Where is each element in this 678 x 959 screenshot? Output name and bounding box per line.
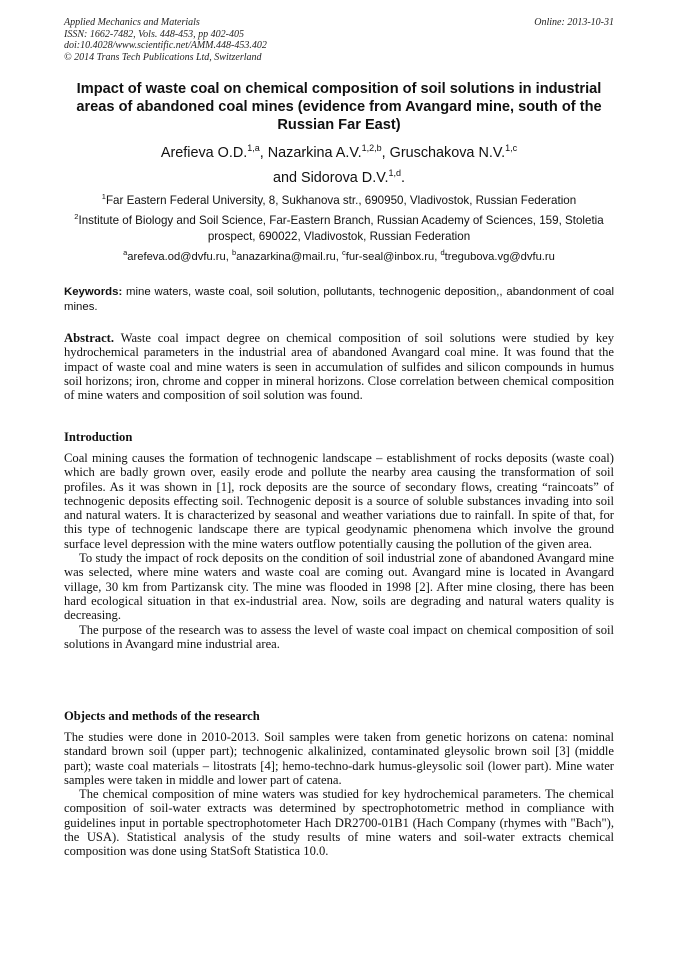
- paragraph: To study the impact of rock deposits on the condition of soil industrial zone of abandoned Avangard mine was selected, where mine waters and waste coal are coming out. Avangard mine is located in Avangard village, 30 km from Partizansk city. The mine was flooded in 1998 [2]. After mine closing, there has been hard ecological situation in that ex-industrial area. Now, soils are degrading and natural waters quality is decreasing.: [64, 551, 614, 623]
- online-date: Online: 2013-10-31: [534, 17, 614, 28]
- author: Arefieva O.D.$^{1,a}$,: [160, 143, 268, 161]
- section-heading: Objects and methods of the research: [64, 709, 260, 723]
- author: Gruschakova N.V.$^{1,c}$: [389, 143, 518, 161]
- paragraph: The studies were done in 2010-2013. Soil samples were taken from genetic horizons on catena: nominal standard brown soil (upper part); technogenic alkalinized, contaminated gleysolic brown soil [3] (middle part); waste coal materials – litostrats [4]; hemo-techno-dark humus-gleysolic soil (lower part). Mine water samples were taken in middle and lower part of catena.: [64, 730, 614, 787]
- abstract-label: Abstract.: [64, 331, 115, 345]
- keywords: Keywords: mine waters, waste coal, soil solution, pollutants, technogenic deposition,, abandonment of coal mines.: [64, 286, 614, 313]
- issn-line: ISSN: 1662-7482, Vols. 448-453, pp 402-405: [64, 28, 244, 40]
- journal-name: Applied Mechanics and Materials: [64, 17, 200, 28]
- section-heading: Introduction: [64, 430, 133, 444]
- author: and Sidorova D.V.$^{1,d}$.: [273, 168, 405, 186]
- email[interactable]: $^b$anazarkina@mail.ru,: [231, 248, 342, 263]
- paragraph: The chemical composition of mine waters was studied for key hydrochemical parameters. The chemical composition of soil-water extracts was determined by spectrophotometric method in compliance with guidelines input in portable spectrophotometer Hach DR2700-01B1 (Hach Company (rhymes with "Bach"), the USA). Statistical analysis of the study results of mine waters and soil-water extracts chemical composition was done using StatSoft Statistica 10.0.: [64, 787, 614, 859]
- abstract: Abstract. Waste coal impact degree on chemical composition of soil solutions were studied by key hydrochemical parameters in the industrial area of abandoned Avangard coal mine. It was found that the impact of waste coal and mine waters is seen in accumulation of sulfides and silicon compounds in humus soil horizons; iron, chrome and copper in mineral horizons. Close correlation between chemical composition of mine waters and composition of soil solution was found.: [64, 331, 614, 403]
- doi-line: doi:10.4028/www.scientific.net/AMM.448-453.402: [64, 40, 267, 51]
- paper-title: Impact of waste coal on chemical composition of soil solutions in industrial areas of abandoned coal mines (evidence from Avangard mine, south of the Russian Far East): [76, 81, 602, 133]
- email[interactable]: $^a$arefeva.od@dvfu.ru,: [123, 248, 232, 263]
- keywords-label: Keywords:: [64, 286, 123, 298]
- author: Nazarkina A.V.$^{1,2,b}$,: [267, 143, 390, 161]
- paragraph: Coal mining causes the formation of technogenic landscape – establishment of rocks deposits (waste coal) which are badly grown over, easily erode and pollute the nearby area causing the transformation of soil profiles. As it was shown in [1], rock deposits are the source of secondary flows, creating “raincoats” of technogenic deposits effecting soil. Technogenic deposit is a source of soluble substances invading into soil and natural waters. It is characterized by seasonal and weather variations due to rainfall. In spite of that, for this type of technogenic landscape there are typical geodynamic phenomena which involve the ground surface level depression with the mine waters outflow potentially causing the pollution of the given area.: [64, 451, 614, 551]
- author-list: [64, 141, 614, 191]
- email[interactable]: $^d$tregubova.vg@dvfu.ru: [440, 248, 555, 263]
- affiliation-1: $^1$Far Eastern Federal University, 8, Sukhanova str., 690950, Vladivostok, Russian Federation: [101, 192, 577, 207]
- email-list: [64, 250, 614, 266]
- paragraph: The purpose of the research was to assess the level of waste coal impact on chemical composition of soil solutions in Avangard mine industrial area.: [64, 622, 614, 651]
- introduction-section: [64, 451, 614, 651]
- journal-header: [64, 17, 267, 63]
- email[interactable]: $^c$fur-seal@inbox.ru,: [342, 248, 441, 263]
- methods-section: [64, 730, 614, 859]
- affiliation-2: $^2$Institute of Biology and Soil Science, Far-Eastern Branch, Russian Academy of Sciences, 159, Stoletia prospect, 690022, Vladivostok, Russian Federation: [74, 212, 604, 243]
- copyright-line: © 2014 Trans Tech Publications Ltd, Switzerland: [64, 51, 262, 63]
